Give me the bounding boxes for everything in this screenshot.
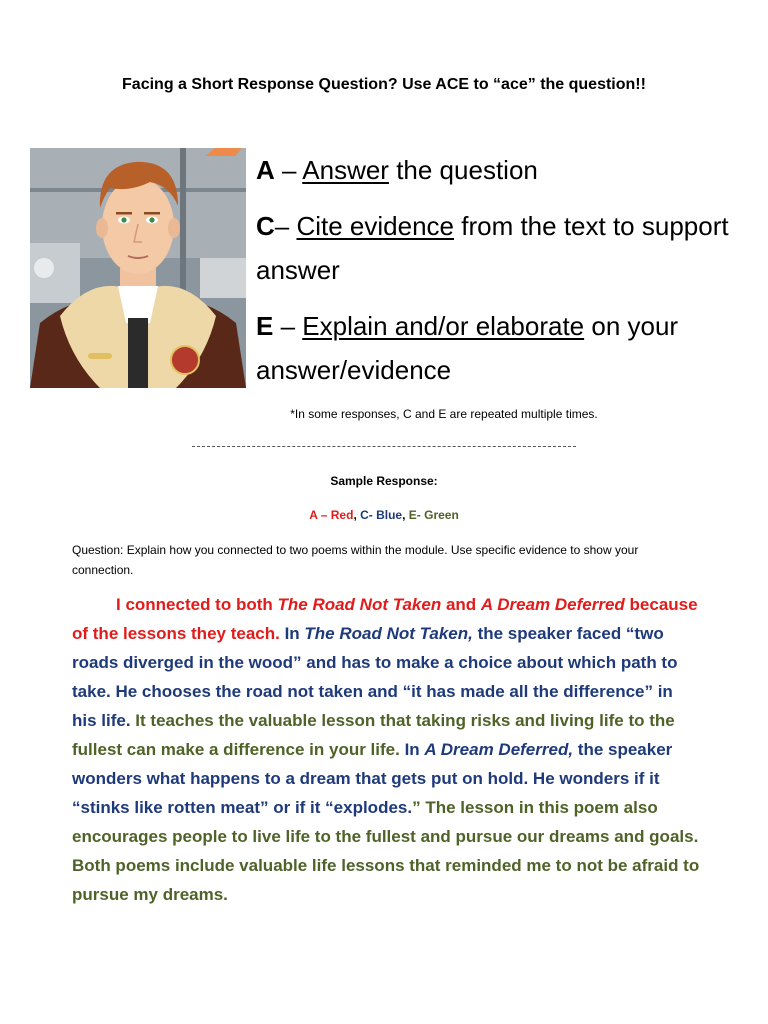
ace-answer-letter: A bbox=[256, 155, 275, 185]
ace-explain-letter: E bbox=[256, 311, 274, 341]
repeat-note: *In some responses, C and E are repeated multiple times. bbox=[290, 407, 598, 421]
legend-answer: A – Red bbox=[309, 508, 354, 522]
response-answer: I connected to both The Road Not Taken and A Dream Deferred because of the lessons they teach. bbox=[72, 595, 698, 643]
sample-heading: Sample Response: bbox=[330, 474, 438, 488]
ace-answer-keyword: Answer bbox=[302, 155, 389, 185]
response-cite-1: In The Road Not Taken, the speaker faced “two roads diverged in the wood” and has to make a choice about which path to take. He chooses the road not taken and “it has made all the difference” in his life. bbox=[72, 624, 678, 730]
ace-strategy-list bbox=[256, 148, 736, 404]
legend-cite: C- Blue bbox=[360, 508, 403, 522]
color-legend: A – Red, C- Blue, E- Green bbox=[309, 508, 459, 522]
ace-explain-line: E – Explain and/or elaborate on your answer/evidence bbox=[256, 311, 679, 385]
ace-cite-keyword: Cite evidence bbox=[296, 211, 455, 241]
sample-response bbox=[72, 590, 702, 909]
ace-answer-line: A – Answer the question bbox=[256, 155, 538, 185]
pilot-avatar-image bbox=[30, 148, 246, 388]
ace-cite-letter: C bbox=[256, 211, 275, 241]
ace-cite-line: C– Cite evidence from the text to support answer bbox=[256, 211, 729, 285]
response-explain-2: ” The lesson in this poem also encourages people to live life to the fullest and pursue our dreams and goals. Both poems include valuable life lessons that reminded me to not be afraid to pursue my dreams. bbox=[72, 798, 700, 904]
page-title: Facing a Short Response Question? Use ACE to “ace” the question!! bbox=[122, 76, 646, 93]
response-cite-2: In A Dream Deferred, the speaker wonders what happens to a dream that gets put on hold. He wonders if it “stinks like rotten meat” or if it “explodes. bbox=[72, 740, 673, 817]
ace-explain-keyword: Explain and/or elaborate bbox=[302, 311, 585, 341]
legend-explain: E- Green bbox=[408, 508, 459, 522]
question-text: Question: Explain how you connected to two poems within the module. Use specific evidence to show your connection. bbox=[72, 543, 639, 577]
dashed-divider bbox=[192, 446, 576, 447]
response-explain-1: It teaches the valuable lesson that taking risks and living life to the fullest can make a difference in your life. bbox=[72, 711, 675, 759]
